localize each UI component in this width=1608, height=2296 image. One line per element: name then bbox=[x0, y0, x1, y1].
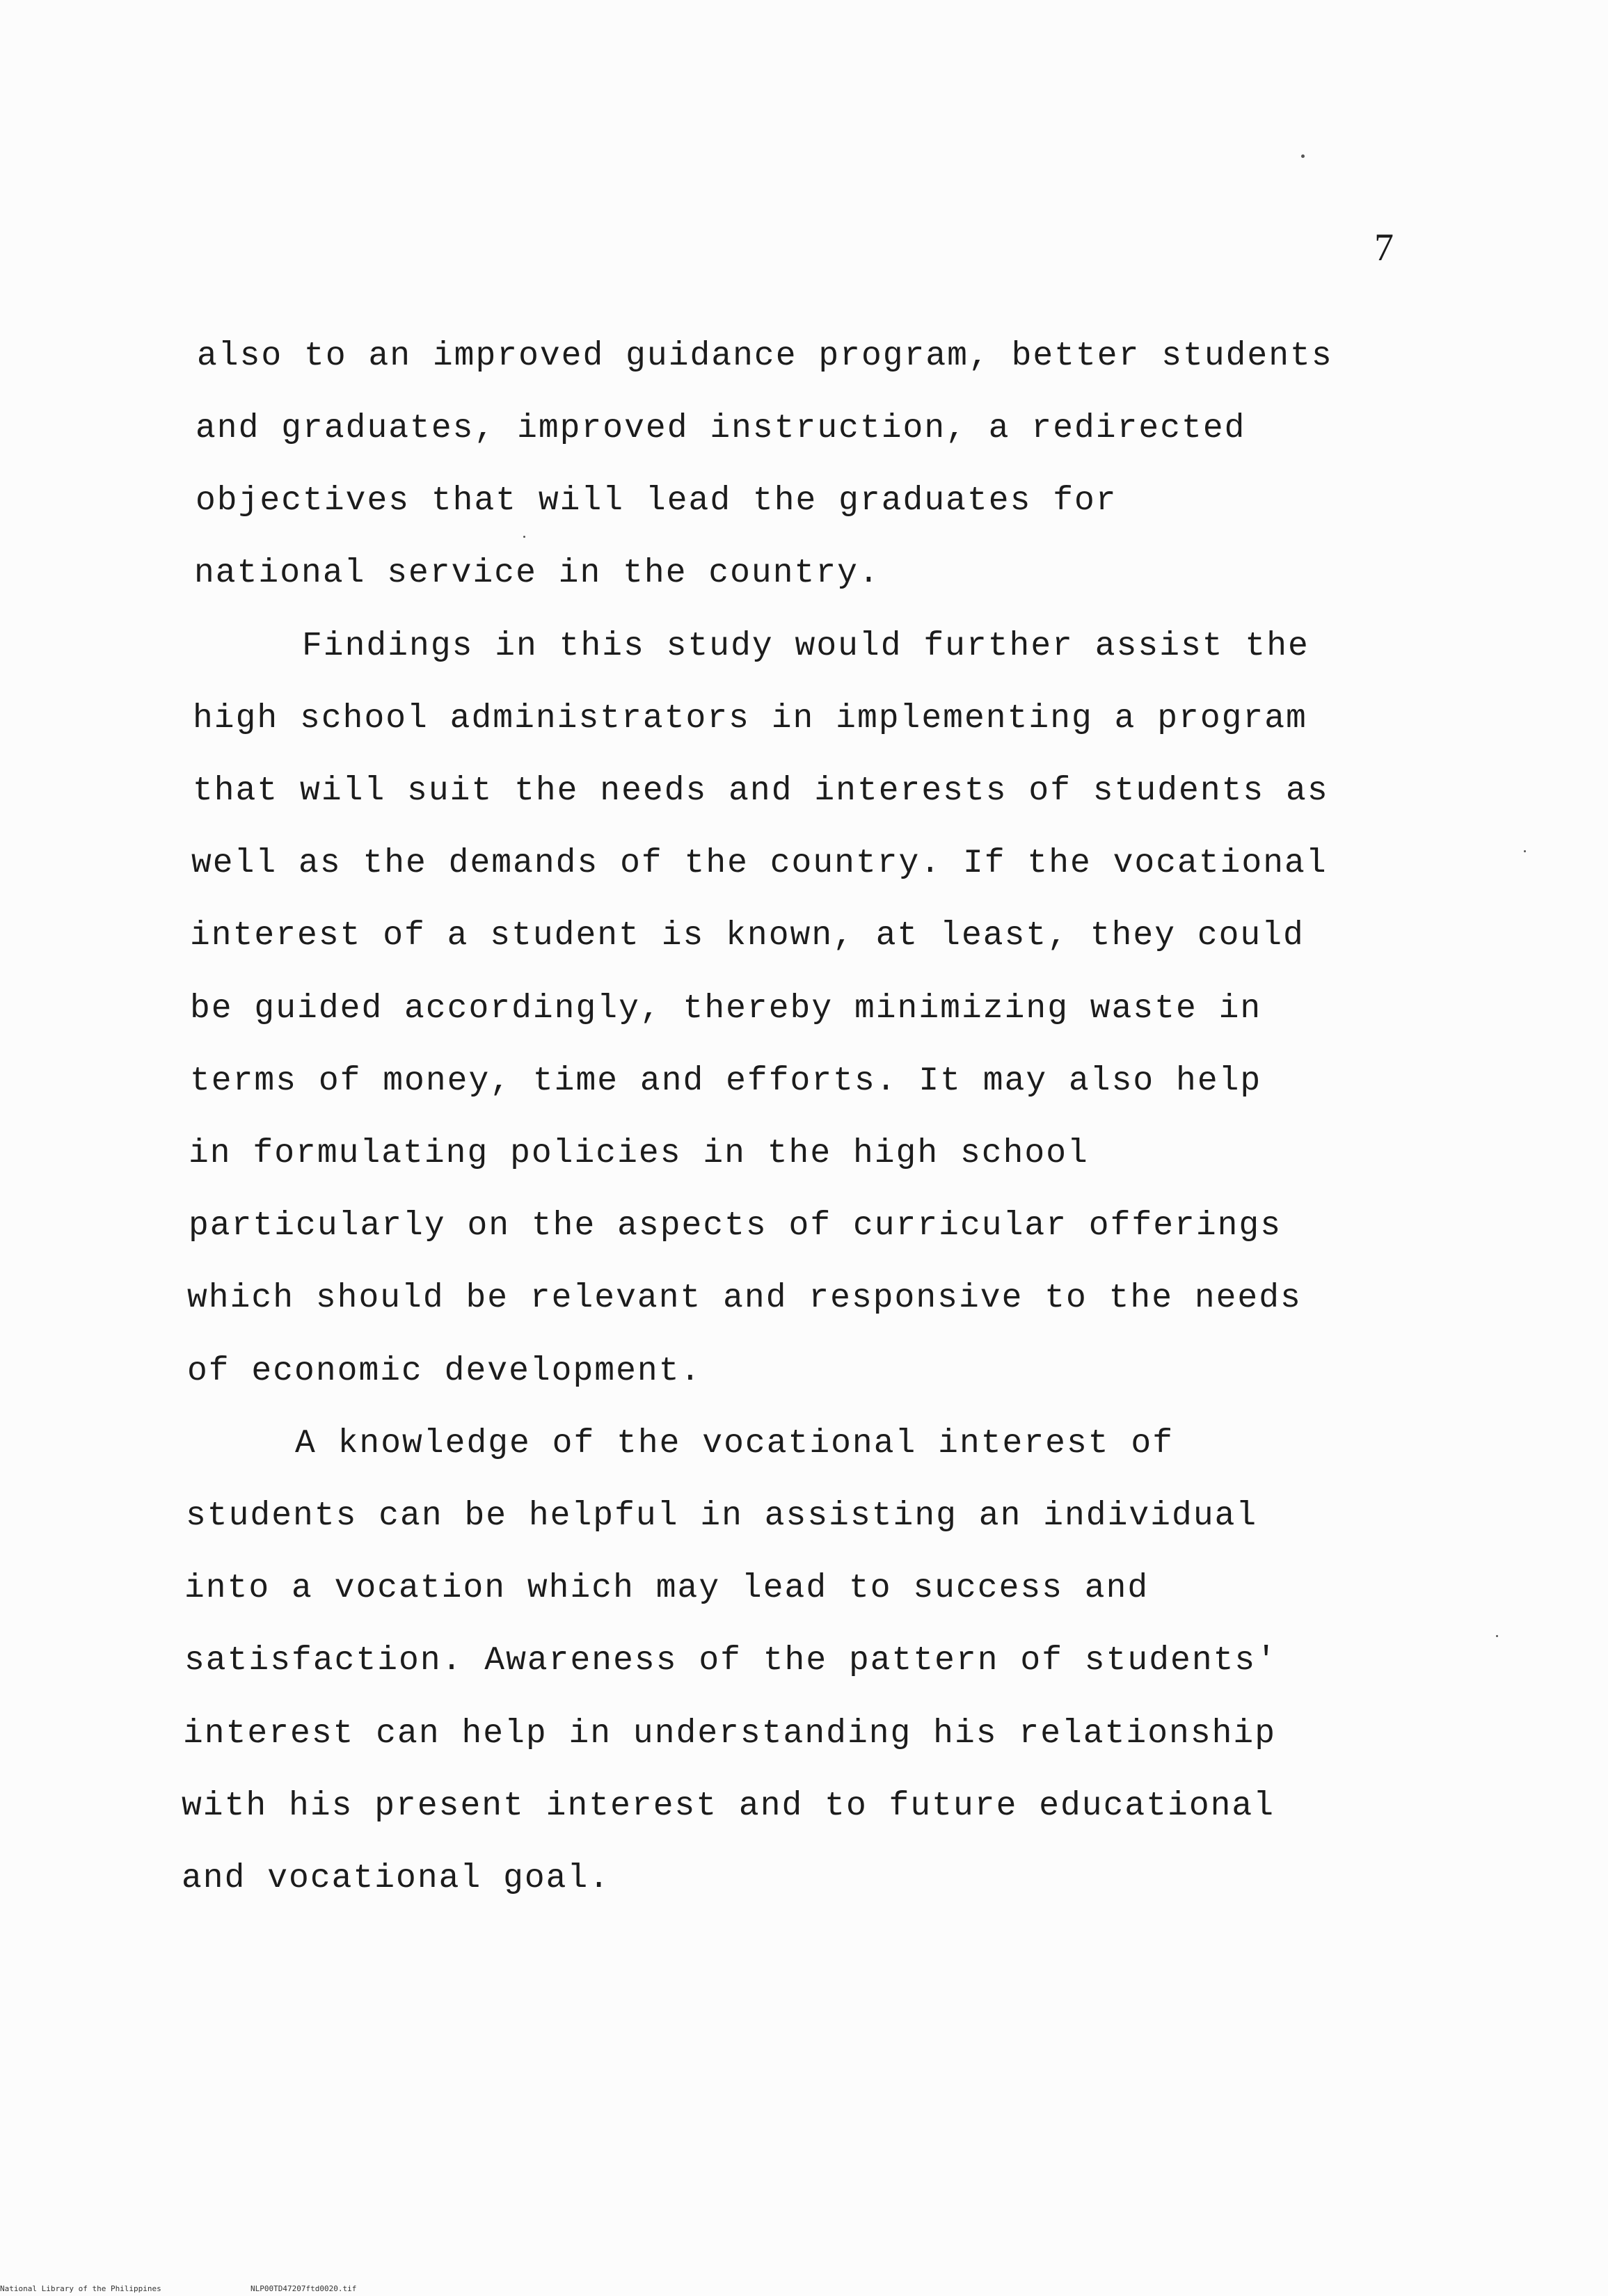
text-line: into a vocation which may lead to success and bbox=[184, 1570, 1149, 1607]
text-line: Findings in this study would further assist the bbox=[302, 628, 1310, 665]
text-line: that will suit the needs and interests of students as bbox=[193, 772, 1329, 810]
text-line: with his present interest and to future educational bbox=[182, 1787, 1275, 1825]
file-name: NLP00TD47207ftd0020.tif bbox=[250, 2284, 357, 2293]
scan-footer bbox=[0, 2284, 357, 2293]
page-number: 7 bbox=[1374, 226, 1394, 269]
text-line: of economic development. bbox=[187, 1353, 702, 1390]
text-line: interest can help in understanding his relationship bbox=[183, 1715, 1277, 1753]
text-line: terms of money, time and efforts. It may also help bbox=[190, 1062, 1262, 1100]
text-line: high school administrators in implementing a program bbox=[193, 700, 1307, 738]
text-line: national service in the country. bbox=[194, 555, 880, 592]
text-line: particularly on the aspects of curricular offerings bbox=[189, 1207, 1282, 1245]
text-line: students can be helpful in assisting an individual bbox=[186, 1497, 1258, 1535]
text-line: objectives that will lead the graduates for bbox=[196, 482, 1117, 520]
library-credit: National Library of the Philippines bbox=[0, 2284, 161, 2293]
text-line: and graduates, improved instruction, a redirected bbox=[196, 410, 1246, 447]
text-line: in formulating policies in the high school bbox=[189, 1135, 1089, 1172]
text-line: be guided accordingly, thereby minimizing waste in bbox=[190, 990, 1262, 1028]
text-line: satisfaction. Awareness of the pattern of students' bbox=[184, 1642, 1278, 1680]
text-line: well as the demands of the country. If the vocational bbox=[191, 845, 1328, 882]
text-line: interest of a student is known, at least, they could bbox=[190, 917, 1305, 955]
text-line: and vocational goal. bbox=[182, 1860, 611, 1897]
text-line: A knowledge of the vocational interest of bbox=[295, 1425, 1174, 1462]
text-line: also to an improved guidance program, better students bbox=[197, 337, 1333, 375]
text-line: which should be relevant and responsive to the needs bbox=[187, 1279, 1302, 1317]
